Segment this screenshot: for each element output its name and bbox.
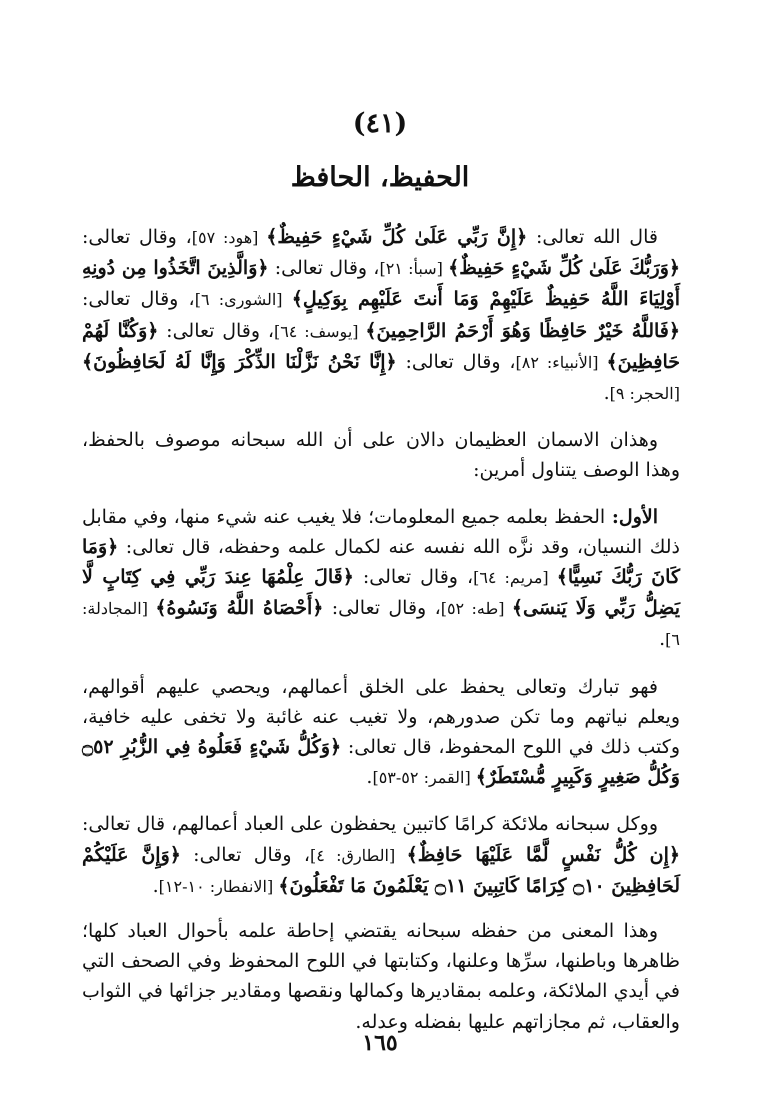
chapter-title: الحفيظ، الحافظ — [290, 162, 470, 193]
text-segment: ، وقال تعالى: — [353, 566, 474, 589]
verse-reference: [الطارق: ٤] — [309, 845, 407, 865]
verse-reference: [الأنبياء: ٨٢] — [515, 352, 607, 372]
text-segment: ، وقال تعالى: — [268, 257, 380, 280]
text-segment: ، وقال تعالى: — [82, 288, 195, 311]
text-segment: ووكل سبحانه ملائكة كرامًا كاتبين يحفظون على العباد أعمالهم، قال تعالى: — [82, 813, 658, 836]
text-segment: . — [152, 874, 159, 897]
text-segment: ، وقال تعالى: — [323, 597, 441, 620]
paragraph-3 — [82, 502, 680, 656]
verse-reference: [هود: ٥٧] — [191, 228, 267, 247]
page-number: ١٦٥ — [362, 1030, 398, 1056]
verse-reference: [الشورى: ٦] — [194, 290, 292, 310]
text-segment: وهذان الاسمان العظيمان دالان على أن الله سبحانه موصوف بالحفظ، وهذا الوصف يتناول أمرين: — [82, 429, 680, 482]
text-segment: . — [659, 628, 666, 651]
paragraph-1 — [82, 222, 680, 409]
paragraph-2 — [82, 425, 680, 485]
text-segment: وهذا المعنى من حفظه سبحانه يقتضي إحاطة علمه بأحوال العباد كلها؛ ظاهرها وباطنها، سرِّها وعلنها، وكتابتها في اللوح المحفوظ وفي الصحف التي في أيدي الملائكة، وعلمه بمقاديرها وكمالها ونقصها ومقادير جزائها في الثواب والعقاب، ثم مجازاتهم عليها بفضله وعدله. — [82, 920, 680, 1033]
quran-verse: ﴿إِنَّا نَحْنُ نَزَّلْنَا الذِّكْرَ وَإِنَّا لَهُ لَحَافِظُونَ﴾ — [82, 350, 397, 373]
verse-reference: [المجادلة: ٦] — [82, 599, 680, 650]
quran-verse: ﴿وَالَّذِينَ اتَّخَذُوا مِن دُونِهِ أَوْلِيَاءَ اللَّهُ حَفِيظٌ عَلَيْهِمْ وَمَا أَنتَ عَلَيْهِم بِوَكِيلٍ﴾ — [82, 257, 680, 311]
verse-reference: [القمر: ٥٢-٥٣] — [372, 768, 476, 788]
quran-verse: ﴿وَإِنَّ عَلَيْكُمْ لَحَافِظِينَ ۝١٠ كِرَامًا كَاتِبِينَ ۝١١ يَعْلَمُونَ مَا تَفْعَلُونَ﴾ — [82, 843, 680, 897]
chapter-number: (٤١) — [352, 108, 408, 139]
point-label: الأول: — [605, 505, 658, 528]
text-segment: ، وقال تعالى: — [180, 843, 310, 866]
text-segment: ، وقال تعالى: — [396, 350, 516, 373]
text-segment: الحفظ بعلمه جميع المعلومات؛ فلا يغيب عنه شيء منها، وفي مقابل ذلك النسيان، وقد نزَّه الله نفسه عنه لكمال علمه وحفظه، قال تعالى: — [82, 505, 680, 558]
text-segment: . — [366, 766, 373, 789]
text-segment: قال الله تعالى: — [527, 226, 658, 248]
verse-reference: [مريم: ٦٤] — [473, 568, 557, 588]
text-segment: فهو تبارك وتعالى يحفظ على الخلق أعمالهم، ويحصي عليهم أقوالهم، ويعلم نياتهم وما تكن صدورهم، ولا تغيب عنه غائبة ولا تخفى عليه خافية، وكتب ذلك في اللوح المحفوظ، قال تعالى: — [82, 675, 680, 759]
quran-verse: ﴿إِنَّ رَبِّي عَلَىٰ كُلِّ شَيْءٍ حَفِيظٌ﴾ — [266, 226, 528, 248]
verse-reference: [الانفطار: ١٠-١٢] — [158, 876, 279, 896]
quran-verse: ﴿أَحْصَاهُ اللَّهُ وَنَسُوهُ﴾ — [155, 597, 324, 620]
quran-verse: ﴿وَكُنَّا لَهُمْ حَافِظِينَ﴾ — [82, 319, 681, 373]
paragraph-4 — [82, 672, 680, 794]
verse-reference: [الحجر: ٩] — [609, 384, 680, 404]
quran-verse: ﴿وَرَبُّكَ عَلَىٰ كُلِّ شَيْءٍ حَفِيظٌ﴾ — [448, 257, 680, 280]
body-text — [82, 222, 680, 1053]
quran-verse: ﴿إِن كُلُّ نَفْسٍ لَّمَّا عَلَيْهَا حَافِظٌ﴾ — [406, 843, 681, 866]
paragraph-5 — [82, 809, 680, 902]
text-segment: . — [603, 382, 610, 405]
paragraph-6 — [82, 916, 680, 1037]
quran-verse: ﴿فَاللَّهُ خَيْرٌ حَافِظًا وَهُوَ أَرْحَمُ الرَّاحِمِينَ﴾ — [365, 319, 680, 342]
verse-reference: [طه: ٥٢] — [440, 599, 512, 619]
quran-verse: ﴿وَمَا كَانَ رَبُّكَ نَسِيًّا﴾ — [82, 535, 680, 589]
verse-reference: [يوسف: ٦٤] — [273, 321, 366, 341]
text-segment: ، وقال تعالى: — [158, 319, 274, 342]
quran-verse: ﴿قَالَ عِلْمُهَا عِندَ رَبِّي فِي كِتَابٍ لَّا يَضِلُّ رَبِّي وَلَا يَنسَى﴾ — [82, 566, 680, 620]
quran-verse: ﴿وَكُلُّ شَيْءٍ فَعَلُوهُ فِي الزُّبُرِ ۝٥٢ وَكُلُّ صَغِيرٍ وَكَبِيرٍ مُّسْتَطَرٌ﴾ — [82, 736, 680, 789]
text-segment: ، وقال تعالى: — [82, 226, 192, 248]
verse-reference: [سبأ: ٢١] — [379, 259, 449, 279]
